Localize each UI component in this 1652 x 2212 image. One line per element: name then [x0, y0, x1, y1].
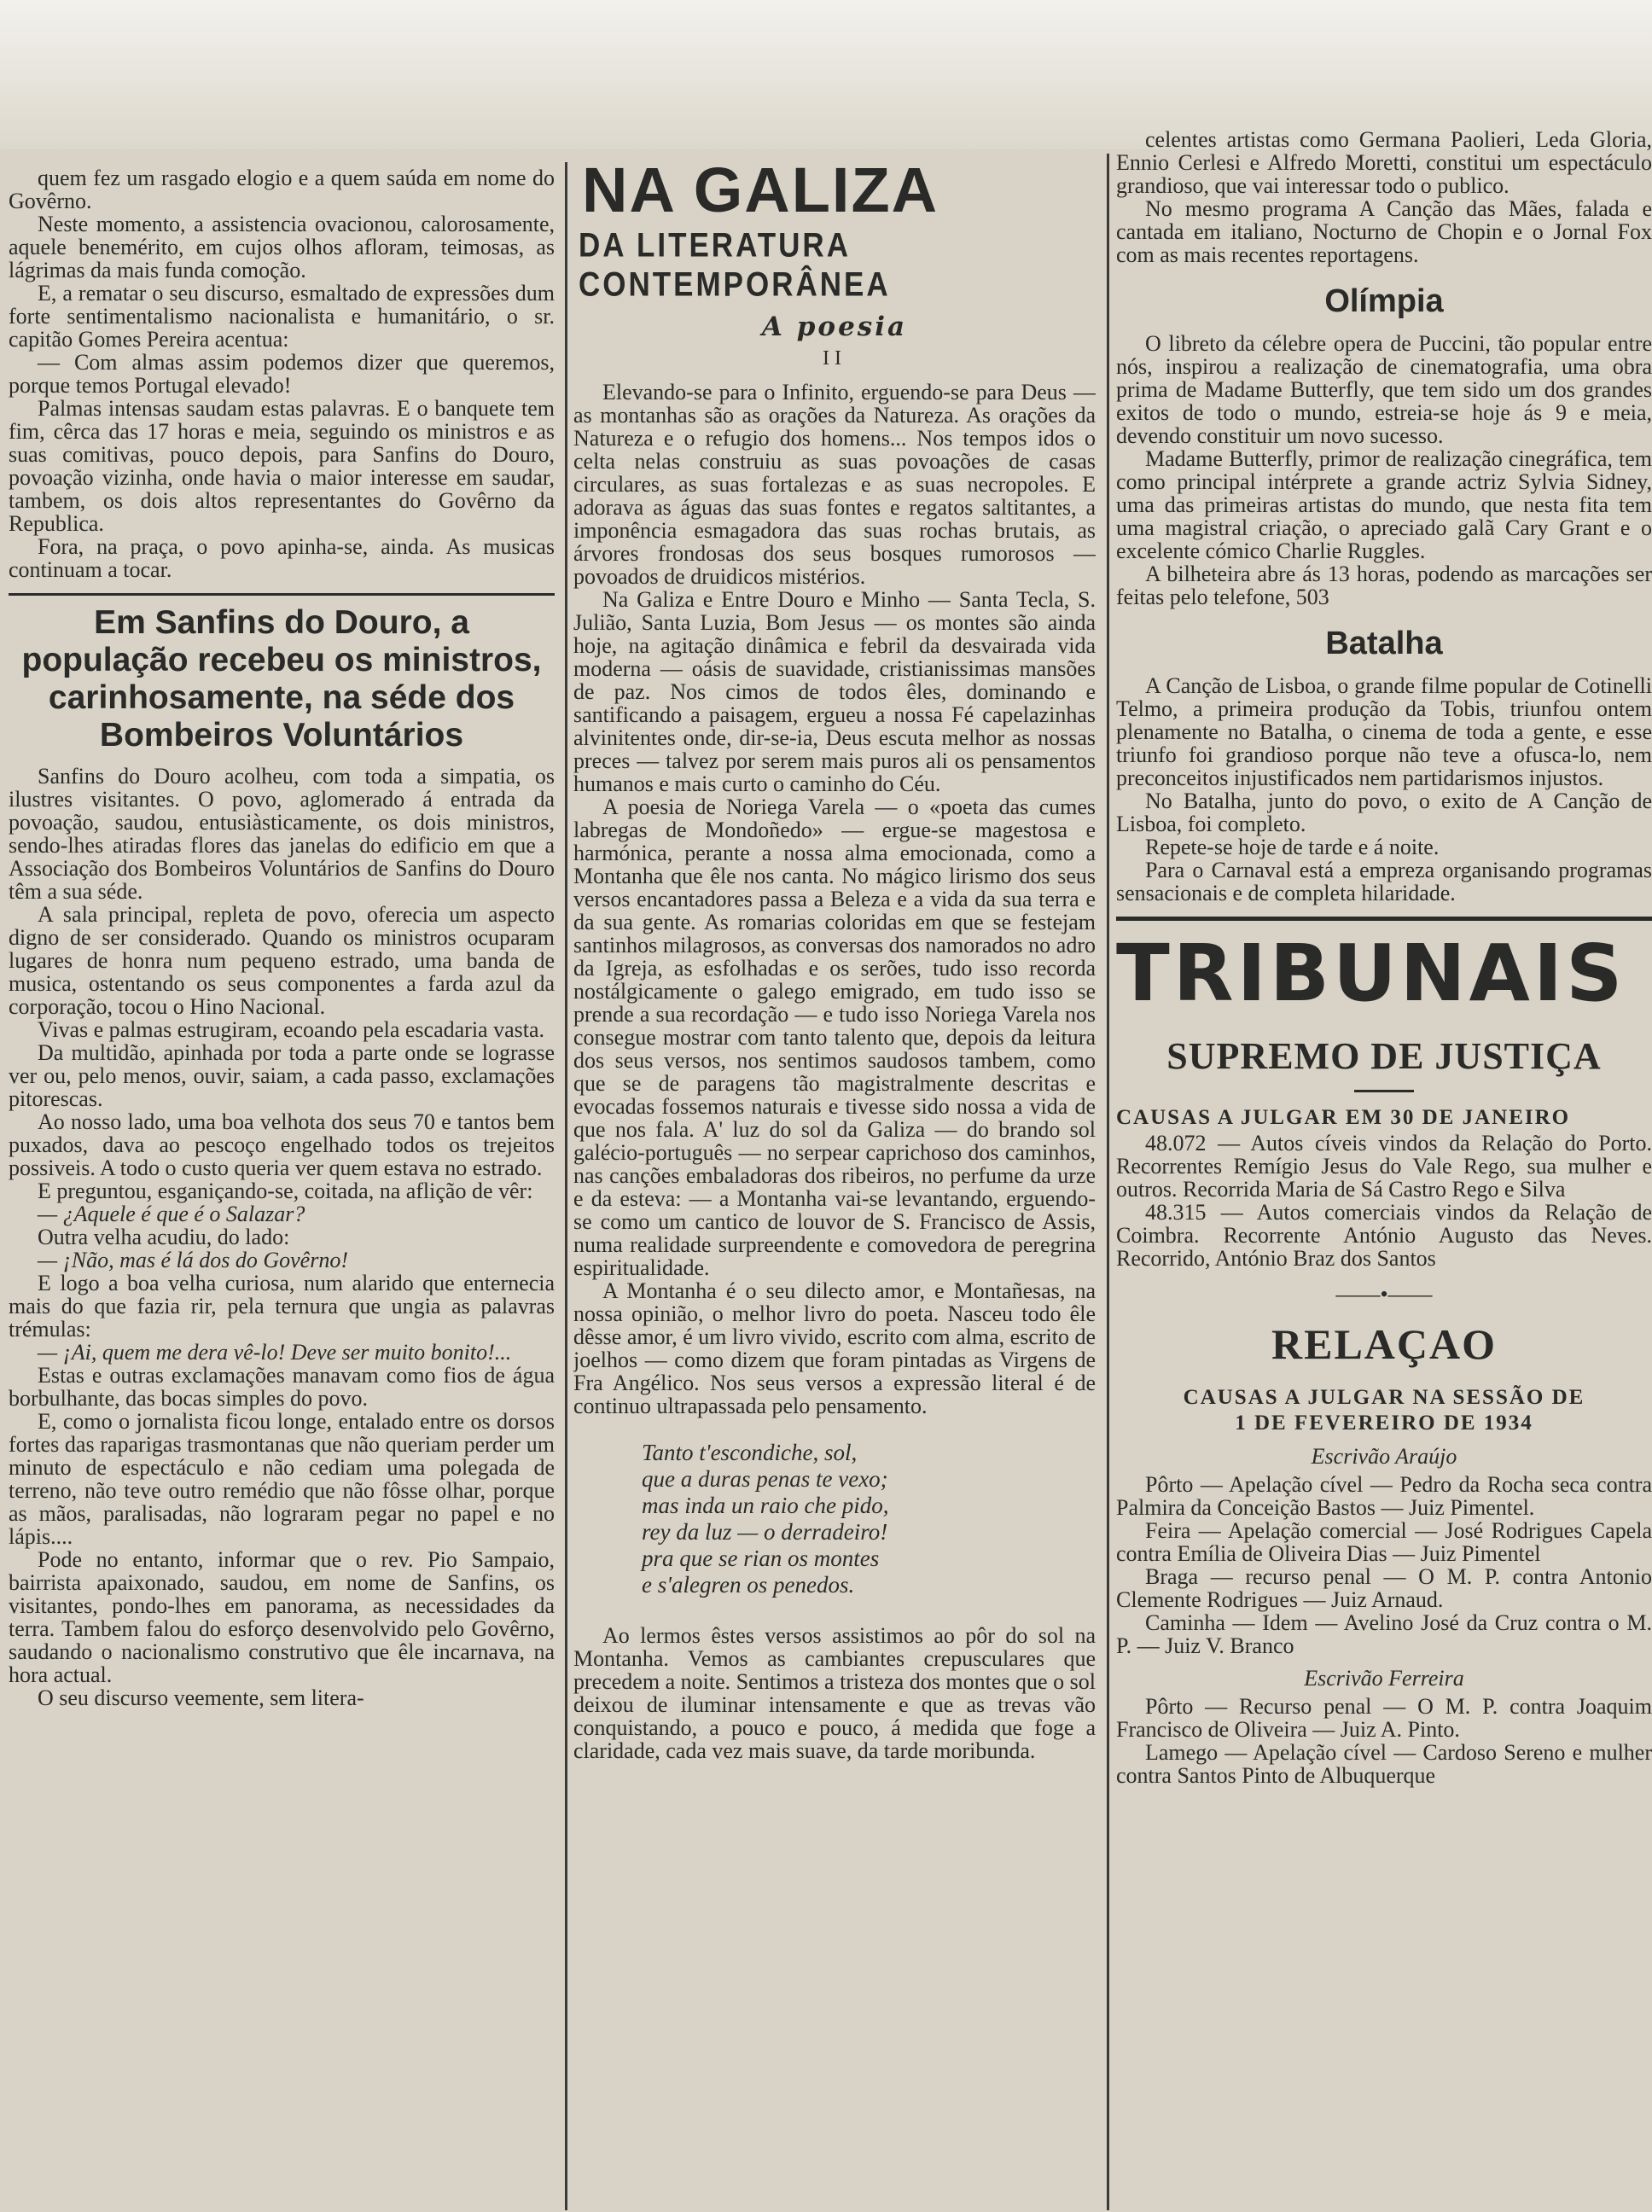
paragraph: Estas e outras exclamações manavam como fios de água borbulhante, das bocas simples do povo. [9, 1363, 555, 1411]
court-entry: Lamego — Apelação cível — Cardoso Sereno e mulher contra Santos Pinto de Albuquerque [1116, 1740, 1652, 1788]
paragraph: Ao lermos êstes versos assistimos ao pôr do sol na Montanha. Vemos as cambiantes crepusculares que precedem a noite. Sentimos a tristeza dos montes que o sol deixou de iluminar intensamente e que as trevas vão conquistando, a pouco e pouco, á medida que foge a claridade, cada vez mais suave, da tarde moribunda. [573, 1623, 1096, 1763]
paragraph: No Batalha, junto do povo, o exito de A Canção de Lisboa, foi completo. [1116, 789, 1652, 836]
relacao-date: 1 DE FEVEREIRO DE 1934 [1235, 1412, 1533, 1435]
court-entry: Pôrto — Recurso penal — O M. P. contra Joaquim Francisco de Oliveira — Juiz A. Pinto. [1116, 1694, 1652, 1742]
batalha-article [1116, 674, 1652, 905]
supremo-entries [1116, 1132, 1652, 1270]
column-rule-left [565, 162, 567, 2210]
relacao-causas: CAUSAS A JULGAR NA SESSÃO DE [1183, 1386, 1585, 1409]
middle-column [573, 154, 1096, 2212]
paragraph: E logo a boa velha curiosa, num alarido que enternecia mais do que fazia rir, pela ternura que ungia as palavras trémulas: [9, 1271, 555, 1342]
verse-line: e s'alegren os penedos. [642, 1572, 855, 1598]
paragraph: Ao nosso lado, uma boa velhota dos seus 70 e tantos bem puxados, dava ao pescoço engelhado todos os trejeitos possiveis. A todo o custo queria ver quem estava no estrado. [9, 1109, 555, 1180]
literature-kicker: DA LITERATURA CONTEMPORÂNEA [579, 226, 891, 304]
supremo-heading: SUPREMO DE JUSTIÇA [1166, 1035, 1602, 1077]
paragraph: A bilheteira abre ás 13 horas, podendo as marcações ser feitas pelo telefone, 503 [1116, 562, 1652, 609]
paragraph: celentes artistas como Germana Paolieri, Leda Gloria, Ennio Cerlesi e Alfredo Moretti, constitui um espectáculo grandioso, que vai interessar todo o publico. [1116, 128, 1652, 198]
column-rule-right [1107, 154, 1109, 2210]
verse-line: mas inda un raio che pido, [642, 1493, 889, 1518]
paragraph: — ¡Não, mas é lá dos do Govêrno! [38, 1248, 348, 1272]
paragraph: Fora, na praça, o povo apinha-se, ainda. As musicas continuam a tocar. [9, 534, 555, 582]
page-top-background [0, 0, 1652, 149]
court-entry: 48.315 — Autos comerciais vindos da Relação de Coimbra. Recorrente António Augusto das Neves. Recorrido, António Braz dos Santos [1116, 1200, 1652, 1271]
tribunais-masthead: TRIBUNAIS [1116, 917, 1652, 1019]
paragraph: O seu discurso veemente, sem litera- [38, 1685, 364, 1710]
batalha-title: Batalha [1325, 626, 1443, 661]
paragraph: E, como o jornalista ficou longe, entalado entre os dorsos fortes das raparigas trasmontanas que não queriam perder um minuto de espectáculo e não cediam uma polegada de terreno, não teve outro remédio que não fôsse olhar, porque as mãos, paralisadas, não lograram pegar no papel e no lápis.... [9, 1409, 555, 1549]
relacao-entries [1116, 1473, 1652, 1657]
dot-divider: ——•—— [1335, 1282, 1433, 1307]
olimpia-article [1116, 332, 1652, 608]
paragraph: quem fez um rasgado elogio e a quem saúda em nome do Govêrno. [9, 166, 555, 213]
paragraph: A poesia de Noriega Varela — o «poeta das cumes labregas de Mondoñedo» — ergue-se magestosa e harmónica, perante a nossa alma emocionada, como a Montanha que êle nos canta. No mágico lirismo dos seus versos encantadores passa a Beleza e a vida da sua terra e da sua gente. As romarias coloridas em que se festejam santinhos milagrosos, as conversas dos namorados no adro da Igreja, as esfolhadas e os serões, tudo isso recorda nostálgicamente o galego emigrado, em tudo isso se prende a sua recordação — e tudo isso Noriega Varela nos consegue mostrar com tanto talento que, depois da leitura dos seus versos, nos sentimos saudosos tambem, como que se de paragens tão magistralmente descritas e evocadas fossemos naturais e tivesse sido nossa a vida de que nos fala. A' luz do sol da Galiza — do brando sol galécio-português — no serpear caprichoso dos caminhos, nas canções embaladoras dos ribeiros, no perfume da urze e da esteva: — a Montanha vai-se levantando, erguendo-se como um cantico de louvor de S. Francisco de Assis, numa realidade surpreendente e comovedora de peregrina espiritualidade. [573, 795, 1096, 1280]
galiza-article [573, 381, 1096, 1417]
paragraph: O libreto da célebre opera de Puccini, tão popular entre nós, inspirou a realização de cinematografia, uma obra prima de Madame Butterfly, que tem sido um dos grandes exitos de todo o mundo, estreia-se hoje ás 9 e meia, devendo constituir um novo sucesso. [1116, 331, 1652, 448]
sanfins-headline: Em Sanfins do Douro, a população recebeu os ministros, carinhosamente, na séde dos Bombeiros Voluntários [21, 604, 542, 754]
paragraph: Na Galiza e Entre Douro e Minho — Santa Tecla, S. Julião, Santa Luzia, Bom Jesus — os montes são ainda hoje, na agitação dinâmica e febril da desvairada vida moderna — oásis de suavidade, cristianissimas mansões de paz. Nos cimos de todos êles, dominando e santificando a paisagem, ergueu a nossa Fé capelazinhas alvinitentes onde, dir-se-ia, Deus escuta melhor as nossas preces — talvez por serem mais puros ali os pensamentos humanos e mais curto o caminho do Céu. [573, 587, 1096, 796]
left-top-article [9, 166, 555, 581]
paragraph: — Com almas assim podemos dizer que queremos, porque temos Portugal elevado! [9, 350, 555, 398]
verse-line: que a duras penas te vexo; [642, 1466, 888, 1492]
paragraph: Para o Carnaval está a empreza organisando programas sensacionais e de completa hilaridade. [1116, 858, 1652, 905]
left-column [9, 166, 555, 2212]
poesia-subhead: A poesia [761, 311, 908, 342]
paragraph: Elevando-se para o Infinito, erguendo-se para Deus — as montanhas são as orações da Natureza. As orações da Natureza e o refugio dos homens... Nos tempos idos o celta nelas construiu as suas povoações de casas circulares, as suas fortalezas e as suas necropoles. E adorava as águas das suas fontes e regatos saltitantes, a imponência esmagadora das suas rochas brutais, as árvores frondosas dos seus bosques rumorosos — povoados de druidicos mistérios. [573, 380, 1096, 589]
paragraph: Sanfins do Douro acolheu, com toda a simpatia, os ilustres visitantes. O povo, aglomerado á entrada da povoação, saudou, entusiàsticamente, os dois ministros, sendo-lhes atiradas flores das janelas do edificio em que a Associação dos Bombeiros Voluntários de Sanfins do Douro têm a sua séde. [9, 764, 555, 904]
paragraph: E preguntou, esganiçando-se, coitada, na aflição de vêr: [38, 1179, 533, 1203]
left-bottom-article [9, 765, 555, 1709]
paragraph: Madame Butterfly, primor de realização cinegráfica, tem como principal intérprete a grande actriz Sylvia Sidney, uma das primeiras artistas do mundo, que nesta fita tem uma magistral criação, o apreciado galã Cary Grant e o excelente cómico Charlie Ruggles. [1116, 446, 1652, 563]
court-entry: Caminha — Idem — Avelino José da Cruz contra o M. P. — Juiz V. Branco [1116, 1610, 1652, 1658]
escrivao-label: Escrivão Ferreira [1304, 1666, 1464, 1691]
divider [1354, 1090, 1414, 1092]
court-entry: Feira — Apelação comercial — José Rodrigues Capela contra Emília de Oliveira Dias — Juiz Pimentel [1116, 1518, 1652, 1566]
supremo-causas: CAUSAS A JULGAR EM 30 DE JANEIRO [1116, 1106, 1571, 1129]
part-number: II [823, 347, 846, 370]
divider [9, 593, 555, 596]
paragraph: Pode no entanto, informar que o rev. Pio Sampaio, bairrista apaixonado, saudou, em nome de Sanfins, os visitantes, pondo-lhes em panorama, as necessidades da terra. Tambem falou do esforço desenvolvido pelo Govêrno, saudando o nacionalismo construtivo que êle incarnava, na hora actual. [9, 1547, 555, 1687]
court-entry: Pôrto — Apelação cível — Pedro da Rocha seca contra Palmira da Conceição Bastos — Juiz Pimentel. [1116, 1472, 1652, 1520]
verse-line: pra que se rian os montes [642, 1545, 880, 1571]
paragraph: Palmas intensas saudam estas palavras. E o banquete tem fim, cêrca das 17 horas e meia, seguindo os ministros e as suas comitivas, pouco depois, para Sanfins do Douro, povoação vizinha, onde havia o maior interesse em saudar, tambem, os dois altos representantes do Govêrno da Republica. [9, 396, 555, 536]
na-galiza-masthead: NA GALIZA [582, 154, 939, 225]
olimpia-title: Olímpia [1324, 283, 1444, 319]
paragraph: A Canção de Lisboa, o grande filme popular de Cotinelli Telmo, a primeira produção da Tobis, triunfou ontem plenamente no Batalha, o cinema de toda a gente, e esse triunfo foi grandioso porque não teve a ofusca-lo, nem preconceitos injustificados nem partidarismos injustos. [1116, 673, 1652, 790]
paragraph: Neste momento, a assistencia ovacionou, calorosamente, aquele benemérito, em cujos olhos afloram, teimosas, as lágrimas da mais funda comoção. [9, 212, 555, 282]
paragraph: No mesmo programa A Canção das Mães, falada e cantada em italiano, Nocturno de Chopin e o Jornal Fox com as mais recentes reportagens. [1116, 196, 1652, 267]
verse-line: rey da luz — o derradeiro! [642, 1519, 888, 1545]
paragraph: E, a rematar o seu discurso, esmaltado de expressões dum forte sentimentalismo nacionalista e humanitário, o sr. capitão Gomes Pereira acentua: [9, 281, 555, 352]
paragraph: A Montanha é o seu dilecto amor, e Montañesas, na nossa opinião, o melhor livro do poeta. Nasceu todo êle dêsse amor, é um livro vivido, escrito com alma, escrito de joelhos — como dizem que foram pintadas as Virgens de Fra Angélico. Nos seus versos a expressão literal é de continuo ultrapassada pelo pensamento. [573, 1278, 1096, 1418]
court-entry: 48.072 — Autos cíveis vindos da Relação do Porto. Recorrentes Remígio Jesus do Vale Rego, sua mulher e outros. Recorrida Maria de Sá Castro Rego e Silva [1116, 1131, 1652, 1202]
paragraph: — ¿Aquele é que é o Salazar? [38, 1202, 305, 1226]
paragraph: Repete-se hoje de tarde e á noite. [1145, 835, 1440, 859]
paragraph: Outra velha acudiu, do lado: [38, 1225, 290, 1249]
verse-block [573, 1440, 1096, 1598]
escrivao-label: Escrivão Araújo [1311, 1444, 1457, 1469]
right-column [1116, 128, 1652, 2212]
paragraph: Vivas e palmas estrugiram, ecoando pela escadaria vasta. [38, 1017, 545, 1042]
paragraph: A sala principal, repleta de povo, oferecia um aspecto digno de ser considerado. Quando os ministros ocuparam lugares de honra num pequeno estrado, uma banda de musica, ostentando os seus componentes a farda azul da corporação, tocou o Hino Nacional. [9, 902, 555, 1019]
court-entry: Braga — recurso penal — O M. P. contra Antonio Clemente Rodrigues — Juiz Arnaud. [1116, 1564, 1652, 1612]
paragraph: — ¡Ai, quem me dera vê-lo! Deve ser muito bonito!... [38, 1340, 512, 1365]
cinema-top [1116, 128, 1652, 266]
verse-line: Tanto t'escondiche, sol, [642, 1440, 858, 1465]
relacao-entries-2 [1116, 1695, 1652, 1787]
paragraph: Da multidão, apinhada por toda a parte onde se lograsse ver ou, pelo menos, ouvir, saiam, a cada passo, exclamações pitorescas. [9, 1040, 555, 1111]
relacao-heading: RELAÇAO [1271, 1320, 1498, 1368]
